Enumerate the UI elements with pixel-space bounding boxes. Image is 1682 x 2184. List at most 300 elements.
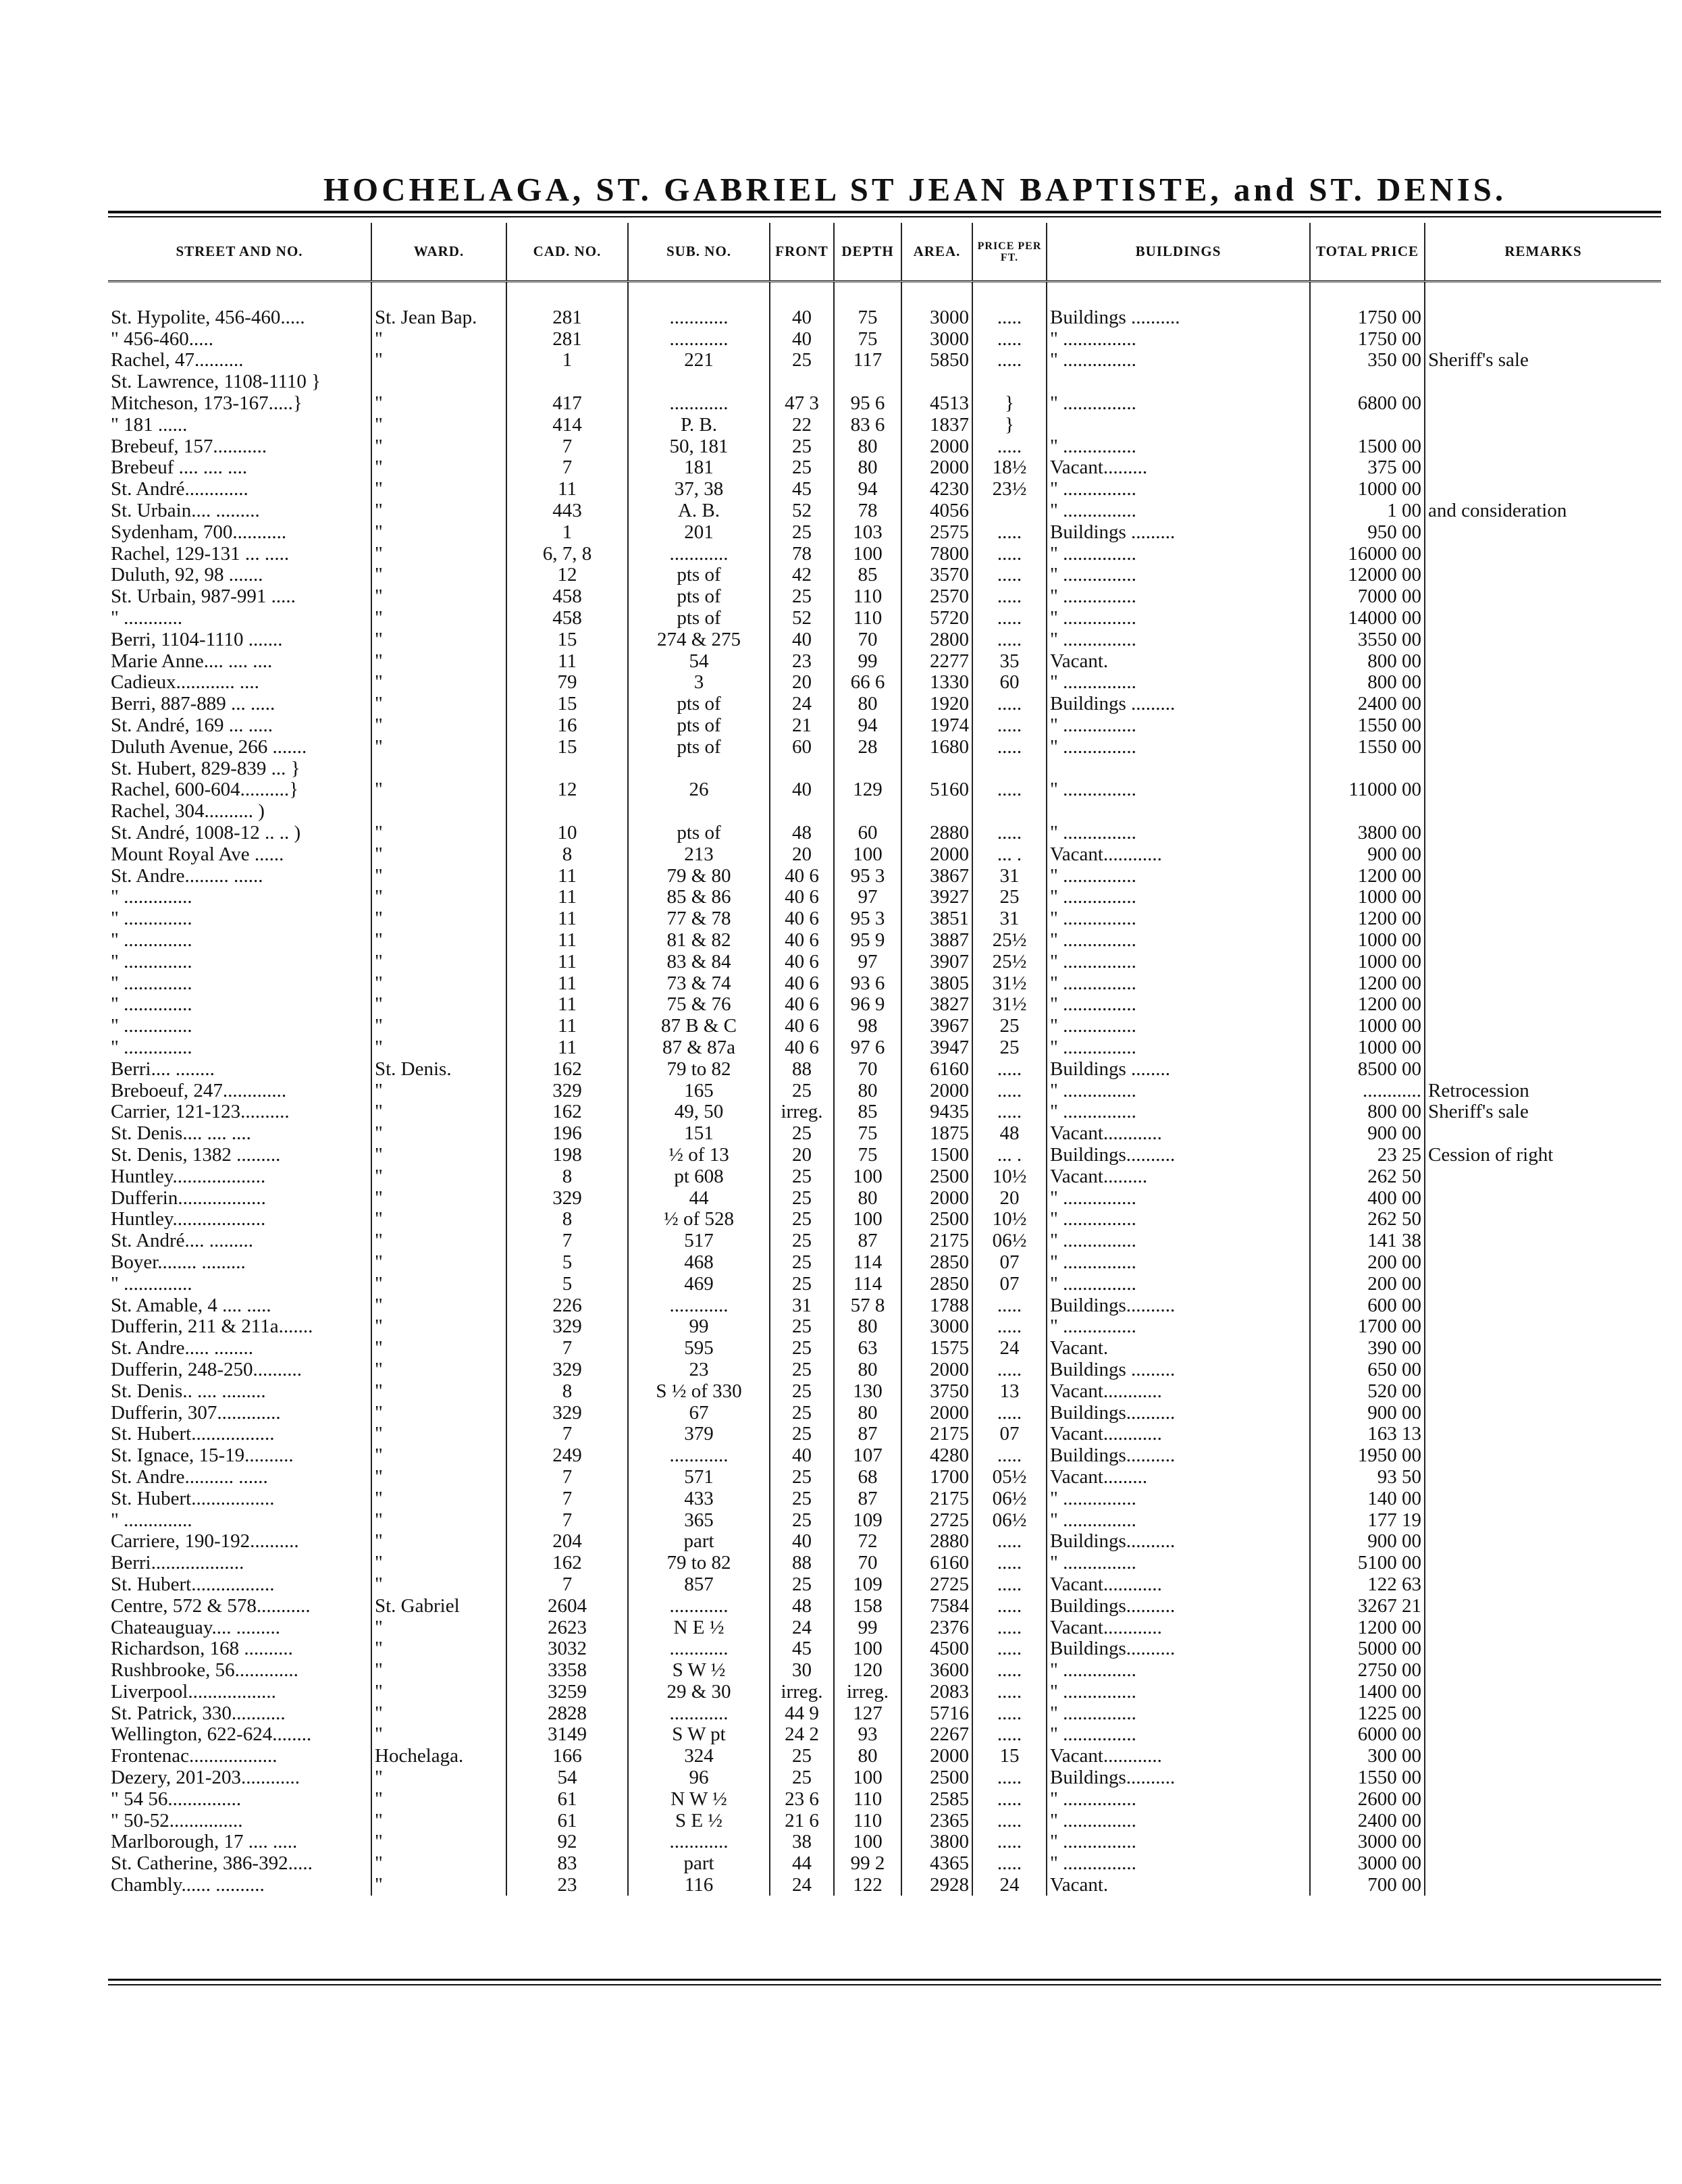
cell-front: 25: [770, 1273, 834, 1295]
cell-front: 40: [770, 328, 834, 350]
cell-area: 3000: [901, 328, 972, 350]
cell-sub-no: 324: [628, 1745, 770, 1767]
cell-depth: 94: [834, 714, 901, 736]
table-row: [108, 1488, 1661, 1509]
cell-depth: 95 3: [834, 908, 901, 929]
cell-sub-no: ............: [628, 1445, 770, 1466]
cell-area: 3851: [901, 908, 972, 929]
cell-cad-no: 5: [506, 1273, 628, 1295]
cell-remarks: [1425, 1295, 1661, 1316]
table-row: [108, 457, 1661, 479]
cell-depth: 100: [834, 1638, 901, 1659]
cell-ward: ": [371, 650, 506, 672]
cell-buildings: " ...............: [1047, 1037, 1310, 1058]
cell-front: 45: [770, 478, 834, 500]
cell-ward: ": [371, 1359, 506, 1380]
cell-total-price: 1400 00: [1310, 1681, 1425, 1702]
cell-total-price: 1000 00: [1310, 929, 1425, 951]
cell-total-price: 140 00: [1310, 1488, 1425, 1509]
cell-area: 4513: [901, 392, 972, 414]
cell-total-price: 600 00: [1310, 1295, 1425, 1316]
cell-street: " ..............: [108, 929, 371, 951]
cell-sub-no: 213: [628, 843, 770, 865]
cell-ward: ": [371, 714, 506, 736]
cell-depth: 80: [834, 1402, 901, 1424]
cell-cad-no: 3259: [506, 1681, 628, 1702]
cell-area: 2000: [901, 457, 972, 479]
cell-remarks: [1425, 736, 1661, 758]
cell-remarks: [1425, 1659, 1661, 1681]
cell-price-per-ft: 23½: [972, 478, 1047, 500]
cell-ward: ": [371, 1144, 506, 1166]
cell-sub-no: 83 & 84: [628, 951, 770, 972]
cell-remarks: [1425, 1724, 1661, 1746]
table-row: [108, 1337, 1661, 1359]
cell-remarks: [1425, 672, 1661, 694]
cell-front: 48: [770, 1595, 834, 1617]
cell-ward: ": [371, 629, 506, 650]
cell-total-price: 300 00: [1310, 1745, 1425, 1767]
cell-remarks: [1425, 1058, 1661, 1080]
cell-buildings: " ...............: [1047, 1080, 1310, 1101]
cell-area: 1575: [901, 1337, 972, 1359]
cell-cad-no: 329: [506, 1187, 628, 1209]
cell-remarks: [1425, 1359, 1661, 1380]
cell-remarks: [1425, 371, 1661, 392]
cell-depth: 110: [834, 1788, 901, 1810]
cell-depth: 98: [834, 1015, 901, 1037]
cell-ward: ": [371, 822, 506, 843]
cell-area: 3947: [901, 1037, 972, 1058]
cell-ward: ": [371, 972, 506, 994]
cell-ward: ": [371, 1037, 506, 1058]
table-row: [108, 951, 1661, 972]
cell-sub-no: 595: [628, 1337, 770, 1359]
table-row: [108, 1681, 1661, 1702]
cell-depth: 100: [834, 1208, 901, 1230]
cell-remarks: [1425, 543, 1661, 565]
cell-total-price: 3267 21: [1310, 1595, 1425, 1617]
cell-front: 21: [770, 714, 834, 736]
cell-buildings: " ...............: [1047, 779, 1310, 801]
cell-price-per-ft: 18½: [972, 457, 1047, 479]
cell-total-price: [1310, 371, 1425, 392]
cell-sub-no: part: [628, 1530, 770, 1552]
cell-sub-no: pt 608: [628, 1166, 770, 1187]
cell-total-price: [1310, 758, 1425, 779]
cell-ward: ": [371, 521, 506, 543]
cell-remarks: [1425, 629, 1661, 650]
cell-total-price: 3000 00: [1310, 1852, 1425, 1874]
cell-sub-no: 201: [628, 521, 770, 543]
cell-total-price: 1000 00: [1310, 1015, 1425, 1037]
cell-price-per-ft: .....: [972, 1295, 1047, 1316]
cell-price-per-ft: .....: [972, 1852, 1047, 1874]
cell-buildings: Buildings..........: [1047, 1595, 1310, 1617]
bottom-rule-thin: [108, 1984, 1661, 1985]
cell-remarks: Sheriff's sale: [1428, 349, 1529, 371]
cell-depth: 75: [834, 307, 901, 328]
cell-sub-no: 50, 181: [628, 436, 770, 457]
cell-area: 3000: [901, 307, 972, 328]
cell-depth: 80: [834, 1316, 901, 1337]
cell-price-per-ft: .....: [972, 328, 1047, 350]
cell-front: 25: [770, 586, 834, 607]
cell-ward: ": [371, 865, 506, 887]
cell-total-price: 400 00: [1310, 1187, 1425, 1209]
cell-total-price: 950 00: [1310, 521, 1425, 543]
cell-street: Berri.... ........: [108, 1058, 371, 1080]
cell-sub-no: pts of: [628, 586, 770, 607]
cell-cad-no: 1: [506, 521, 628, 543]
cell-cad-no: 329: [506, 1316, 628, 1337]
cell-buildings: Vacant............: [1047, 843, 1310, 865]
cell-front: 25: [770, 1080, 834, 1101]
cell-area: 2000: [901, 843, 972, 865]
cell-price-per-ft: 15: [972, 1745, 1047, 1767]
cell-area: 2267: [901, 1724, 972, 1746]
cell-street: Carrier, 121-123..........: [108, 1101, 371, 1122]
cell-buildings: " ...............: [1047, 1552, 1310, 1574]
cell-depth: 95 6: [834, 392, 901, 414]
table-row: [108, 307, 1661, 328]
cell-buildings: Buildings ..........: [1047, 307, 1310, 328]
cell-front: 40 6: [770, 887, 834, 908]
cell-street: " 50-52...............: [108, 1810, 371, 1831]
cell-sub-no: ............: [628, 543, 770, 565]
cell-total-price: 2600 00: [1310, 1788, 1425, 1810]
cell-remarks: [1425, 779, 1661, 801]
cell-remarks: [1425, 392, 1661, 414]
cell-ward: ": [371, 1852, 506, 1874]
cell-sub-no: S ½ of 330: [628, 1380, 770, 1402]
cell-area: 1700: [901, 1466, 972, 1488]
cell-area: 3750: [901, 1380, 972, 1402]
cell-street: St. Hubert.................: [108, 1488, 371, 1509]
cell-depth: 70: [834, 1058, 901, 1080]
cell-buildings: " ...............: [1047, 1251, 1310, 1273]
cell-cad-no: 16: [506, 714, 628, 736]
cell-price-per-ft: 31: [972, 865, 1047, 887]
cell-street: St. Denis.... .... ....: [108, 1122, 371, 1144]
table-row: [108, 328, 1661, 350]
cell-ward: ": [371, 1380, 506, 1402]
cell-cad-no: 2828: [506, 1702, 628, 1724]
cell-street: " 456-460.....: [108, 328, 371, 350]
cell-area: 2000: [901, 1187, 972, 1209]
table-row: [108, 1466, 1661, 1488]
cell-price-per-ft: 25½: [972, 951, 1047, 972]
cell-price-per-ft: 06½: [972, 1230, 1047, 1251]
cell-front: 40 6: [770, 1015, 834, 1037]
cell-remarks: [1425, 1273, 1661, 1295]
cell-sub-no: 469: [628, 1273, 770, 1295]
cell-total-price: 900 00: [1310, 1530, 1425, 1552]
col-header-front: FRONT: [770, 223, 834, 282]
cell-street: " ..............: [108, 1015, 371, 1037]
cell-front: 25: [770, 457, 834, 479]
cell-cad-no: 458: [506, 607, 628, 629]
cell-total-price: 1200 00: [1310, 972, 1425, 994]
cell-buildings: " ...............: [1047, 1810, 1310, 1831]
cell-total-price: 163 13: [1310, 1423, 1425, 1445]
cell-cad-no: 5: [506, 1251, 628, 1273]
cell-sub-no: 81 & 82: [628, 929, 770, 951]
cell-area: 4500: [901, 1638, 972, 1659]
cell-buildings: Buildings .........: [1047, 1359, 1310, 1380]
cell-total-price: 1700 00: [1310, 1316, 1425, 1337]
cell-buildings: Vacant............: [1047, 1574, 1310, 1595]
cell-price-per-ft: .....: [972, 779, 1047, 801]
cell-sub-no: ............: [628, 1831, 770, 1853]
cell-depth: 57 8: [834, 1295, 901, 1316]
cell-total-price: 122 63: [1310, 1574, 1425, 1595]
cell-total-price: 1000 00: [1310, 1037, 1425, 1058]
cell-ward: ": [371, 1101, 506, 1122]
cell-total-price: 177 19: [1310, 1509, 1425, 1531]
cell-area: 3000: [901, 1316, 972, 1337]
cell-area: 2880: [901, 822, 972, 843]
table-row: [108, 371, 1661, 392]
cell-ward: ": [371, 1187, 506, 1209]
cell-depth: 117: [834, 350, 901, 371]
cell-total-price: 3800 00: [1310, 822, 1425, 843]
cell-ward: ": [371, 908, 506, 929]
cell-front: 25: [770, 1251, 834, 1273]
cell-area: 3887: [901, 929, 972, 951]
cell-area: 2000: [901, 1359, 972, 1380]
cell-street: Marie Anne.... .... ....: [108, 650, 371, 672]
cell-buildings: " ...............: [1047, 1187, 1310, 1209]
cell-street: St. André.............: [108, 478, 371, 500]
cell-buildings: " ...............: [1047, 1659, 1310, 1681]
cell-front: 25: [770, 1488, 834, 1509]
cell-street: St. Catherine, 386-392.....: [108, 1852, 371, 1874]
cell-front: [770, 758, 834, 779]
cell-street: " 181 ......: [108, 414, 371, 436]
cell-sub-no: 274 & 275: [628, 629, 770, 650]
col-header-area: AREA.: [901, 223, 972, 282]
cell-remarks: [1425, 1702, 1661, 1724]
cell-depth: 109: [834, 1574, 901, 1595]
cell-remarks: [1425, 1574, 1661, 1595]
cell-cad-no: 162: [506, 1058, 628, 1080]
cell-front: 20: [770, 672, 834, 694]
cell-buildings: Buildings .........: [1047, 521, 1310, 543]
cell-total-price: 390 00: [1310, 1337, 1425, 1359]
cell-front: 48: [770, 822, 834, 843]
cell-cad-no: 3358: [506, 1659, 628, 1681]
table-row: [108, 1852, 1661, 1874]
cell-cad-no: 8: [506, 1380, 628, 1402]
cell-buildings: Buildings .........: [1047, 693, 1310, 714]
cell-sub-no: 96: [628, 1767, 770, 1788]
cell-total-price: 1200 00: [1310, 994, 1425, 1016]
cell-price-per-ft: .....: [972, 521, 1047, 543]
cell-area: 4280: [901, 1445, 972, 1466]
cell-total-price: 11000 00: [1310, 779, 1425, 801]
table-row: [108, 929, 1661, 951]
cell-price-per-ft: .....: [972, 1681, 1047, 1702]
cell-depth: 85: [834, 565, 901, 586]
cell-remarks: [1425, 843, 1661, 865]
cell-depth: 130: [834, 1380, 901, 1402]
cell-depth: 158: [834, 1595, 901, 1617]
table-row: [108, 500, 1661, 521]
cell-cad-no: 15: [506, 693, 628, 714]
cell-price-per-ft: .....: [972, 1316, 1047, 1337]
cell-price-per-ft: }: [972, 414, 1047, 436]
cell-total-price: 93 50: [1310, 1466, 1425, 1488]
cell-cad-no: 15: [506, 736, 628, 758]
cell-price-per-ft: .....: [972, 1767, 1047, 1788]
cell-ward: ": [371, 1166, 506, 1187]
cell-price-per-ft: 13: [972, 1380, 1047, 1402]
cell-remarks: [1425, 328, 1661, 350]
cell-street: " ..............: [108, 994, 371, 1016]
cell-cad-no: 8: [506, 843, 628, 865]
cell-ward: ": [371, 1767, 506, 1788]
cell-buildings: " ...............: [1047, 865, 1310, 887]
cell-area: 7584: [901, 1595, 972, 1617]
cell-area: 2500: [901, 1208, 972, 1230]
cell-total-price: 8500 00: [1310, 1058, 1425, 1080]
cell-depth: 122: [834, 1874, 901, 1896]
cell-front: 45: [770, 1638, 834, 1659]
cell-street: Rachel, 304.......... ): [108, 800, 371, 822]
cell-front: 40 6: [770, 908, 834, 929]
table-row: [108, 1295, 1661, 1316]
cell-front: 40: [770, 1445, 834, 1466]
table-row: [108, 1122, 1661, 1144]
cell-depth: 80: [834, 1745, 901, 1767]
cell-buildings: Vacant............: [1047, 1745, 1310, 1767]
cell-remarks: [1425, 1445, 1661, 1466]
cell-total-price: 1000 00: [1310, 887, 1425, 908]
cell-price-per-ft: .....: [972, 714, 1047, 736]
cell-remarks: [1425, 758, 1661, 779]
table-row: [108, 736, 1661, 758]
cell-total-price: 16000 00: [1310, 543, 1425, 565]
cell-price-per-ft: ... .: [972, 843, 1047, 865]
cell-remarks: [1425, 1530, 1661, 1552]
cell-remarks: [1425, 521, 1661, 543]
cell-depth: 28: [834, 736, 901, 758]
cell-total-price: 800 00: [1310, 1101, 1425, 1122]
cell-remarks: [1425, 1166, 1661, 1187]
cell-area: 1330: [901, 672, 972, 694]
cell-total-price: 800 00: [1310, 672, 1425, 694]
cell-street: St. André, 169 ... .....: [108, 714, 371, 736]
cell-depth: [834, 371, 901, 392]
cell-ward: ": [371, 1681, 506, 1702]
cell-sub-no: part: [628, 1852, 770, 1874]
cell-remarks: [1425, 1208, 1661, 1230]
cell-street: Carriere, 190-192..........: [108, 1530, 371, 1552]
cell-total-price: 350 00: [1310, 350, 1425, 371]
cell-remarks: [1425, 1617, 1661, 1638]
cell-cad-no: 7: [506, 1423, 628, 1445]
cell-area: 2175: [901, 1230, 972, 1251]
cell-remarks: [1425, 714, 1661, 736]
cell-depth: 87: [834, 1423, 901, 1445]
cell-front: 24: [770, 693, 834, 714]
table-row: [108, 350, 1661, 371]
cell-remarks: [1425, 1810, 1661, 1831]
cell-ward: ": [371, 1208, 506, 1230]
cell-price-per-ft: 25: [972, 1037, 1047, 1058]
cell-total-price: 1750 00: [1310, 328, 1425, 350]
cell-ward: ": [371, 1617, 506, 1638]
cell-buildings: Buildings..........: [1047, 1638, 1310, 1659]
cell-street: " ..............: [108, 1273, 371, 1295]
cell-cad-no: 23: [506, 1874, 628, 1896]
cell-cad-no: 458: [506, 586, 628, 607]
cell-total-price: 1950 00: [1310, 1445, 1425, 1466]
cell-cad-no: 414: [506, 414, 628, 436]
cell-depth: 95 3: [834, 865, 901, 887]
cell-street: Chateauguay.... .........: [108, 1617, 371, 1638]
cell-depth: 110: [834, 607, 901, 629]
cell-ward: ": [371, 565, 506, 586]
cell-sub-no: pts of: [628, 736, 770, 758]
cell-cad-no: 11: [506, 650, 628, 672]
table-row: [108, 1402, 1661, 1424]
cell-price-per-ft: .....: [972, 436, 1047, 457]
cell-total-price: 200 00: [1310, 1273, 1425, 1295]
table-row: [108, 1574, 1661, 1595]
cell-depth: 114: [834, 1251, 901, 1273]
cell-front: 25: [770, 1122, 834, 1144]
cell-ward: ": [371, 350, 506, 371]
cell-area: 2500: [901, 1166, 972, 1187]
cell-remarks: [1425, 1745, 1661, 1767]
cell-area: 2500: [901, 1767, 972, 1788]
cell-cad-no: 8: [506, 1208, 628, 1230]
cell-front: 25: [770, 1208, 834, 1230]
cell-cad-no: 11: [506, 1015, 628, 1037]
cell-total-price: 1225 00: [1310, 1702, 1425, 1724]
cell-street: St. Andre......... ......: [108, 865, 371, 887]
cell-buildings: " ...............: [1047, 1852, 1310, 1874]
cell-remarks: [1425, 1852, 1661, 1874]
cell-remarks: Retrocession: [1428, 1079, 1529, 1101]
cell-buildings: " ...............: [1047, 1488, 1310, 1509]
cell-total-price: 1200 00: [1310, 908, 1425, 929]
cell-street: Liverpool..................: [108, 1681, 371, 1702]
cell-remarks: [1425, 457, 1661, 479]
cell-cad-no: 7: [506, 1488, 628, 1509]
cell-area: 3867: [901, 865, 972, 887]
cell-front: 25: [770, 1423, 834, 1445]
table-row: [108, 1187, 1661, 1209]
cell-remarks: [1425, 1552, 1661, 1574]
cell-price-per-ft: .....: [972, 1552, 1047, 1574]
cell-street: St. André, 1008-12 .. .. ): [108, 822, 371, 843]
cell-front: 40 6: [770, 994, 834, 1016]
cell-cad-no: 7: [506, 436, 628, 457]
cell-area: [901, 758, 972, 779]
cell-street: Huntley...................: [108, 1208, 371, 1230]
table-row: [108, 693, 1661, 714]
cell-ward: ": [371, 1874, 506, 1896]
cell-sub-no: 37, 38: [628, 478, 770, 500]
cell-ward: ": [371, 779, 506, 801]
cell-front: 40: [770, 629, 834, 650]
cell-price-per-ft: 07: [972, 1423, 1047, 1445]
cell-area: 2725: [901, 1509, 972, 1531]
cell-price-per-ft: .....: [972, 693, 1047, 714]
